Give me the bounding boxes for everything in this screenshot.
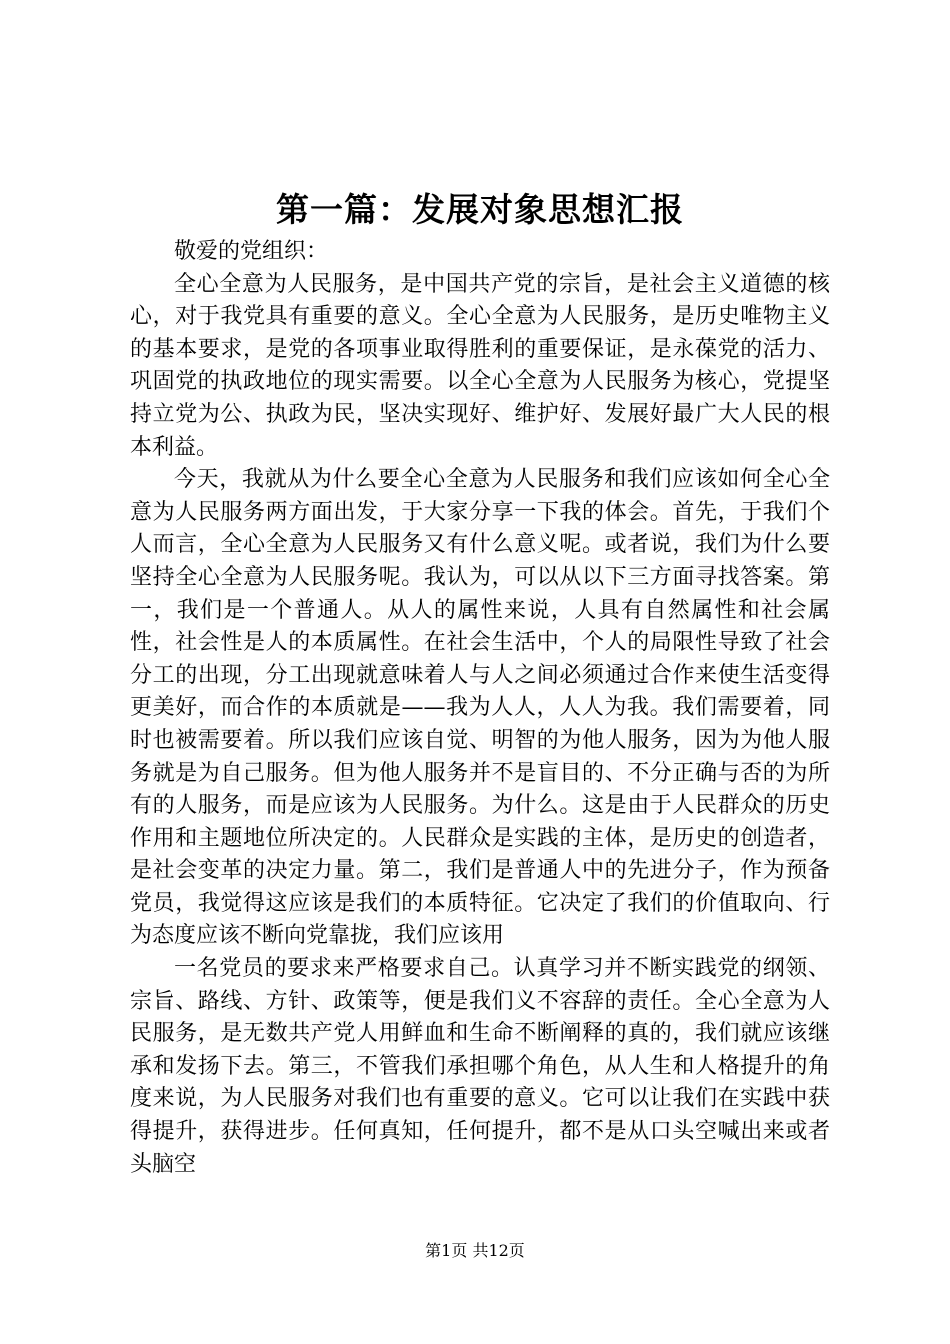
salutation: 敬爱的党组织：: [174, 239, 329, 264]
paragraph-3: 一名党员的要求来严格要求自己。认真学习并不断实践党的纲领、宗旨、路线、方针、政策等，便是我们义不容辞的责任。全心全意为人民服务，是无数共产党人用鲜血和生命不断阐释的真的，我们就应该继承和发扬下去。第三，不管我们承担哪个角色，从人生和人格提升的角度来说，为人民服务对我们也有重要的意义。它可以让我们在实践中获得提升，获得进步。任何真知，任何提升，都不是从口头空喊出来或者头脑空: [130, 956, 830, 1177]
paragraph-2: 今天，我就从为什么要全心全意为人民服务和我们应该如何全心全意为人民服务两方面出发，于大家分享一下我的体会。首先，于我们个人而言，全心全意为人民服务又有什么意义呢。或者说，我们为什么要坚持全心全意为人民服务呢。我认为，可以从以下三方面寻找答案。第一，我们是一个普通人。从人的属性来说，人具有自然属性和社会属性，社会性是人的本质属性。在社会生活中，个人的局限性导致了社会分工的出现，分工出现就意味着人与人之间必须通过合作来使生活变得更美好，而合作的本质就是——我为人人，人人为我。我们需要着，同时也被需要着。所以我们应该自觉、明智的为他人服务，因为为他人服务就是为自己服务。但为他人服务并不是盲目的、不分正确与否的为所有的人服务，而是应该为人民服务。为什么。这是由于人民群众的历史作用和主题地位所决定的。人民群众是实践的主体，是历史的创造者，是社会变革的决定力量。第二，我们是普通人中的先进分子，作为预备党员，我觉得这应该是我们的本质特征。它决定了我们的价值取向、行为态度应该不断向党靠拢，我们应该用: [130, 467, 830, 949]
document-title: 第一篇：发展对象思想汇报: [276, 190, 684, 229]
page-number-footer: 第1页 共12页: [425, 1241, 525, 1260]
paragraph-1: 全心全意为人民服务，是中国共产党的宗旨，是社会主义道德的核心，对于我党具有重要的意义。全心全意为人民服务，是历史唯物主义的基本要求，是党的各项事业取得胜利的重要保证，是永葆党的活力、巩固党的执政地位的现实需要。以全心全意为人民服务为核心，党提坚持立党为公、执政为民，坚决实现好、维护好、发展好最广大人民的根本利益。: [130, 271, 830, 460]
document-body: [130, 236, 830, 1181]
